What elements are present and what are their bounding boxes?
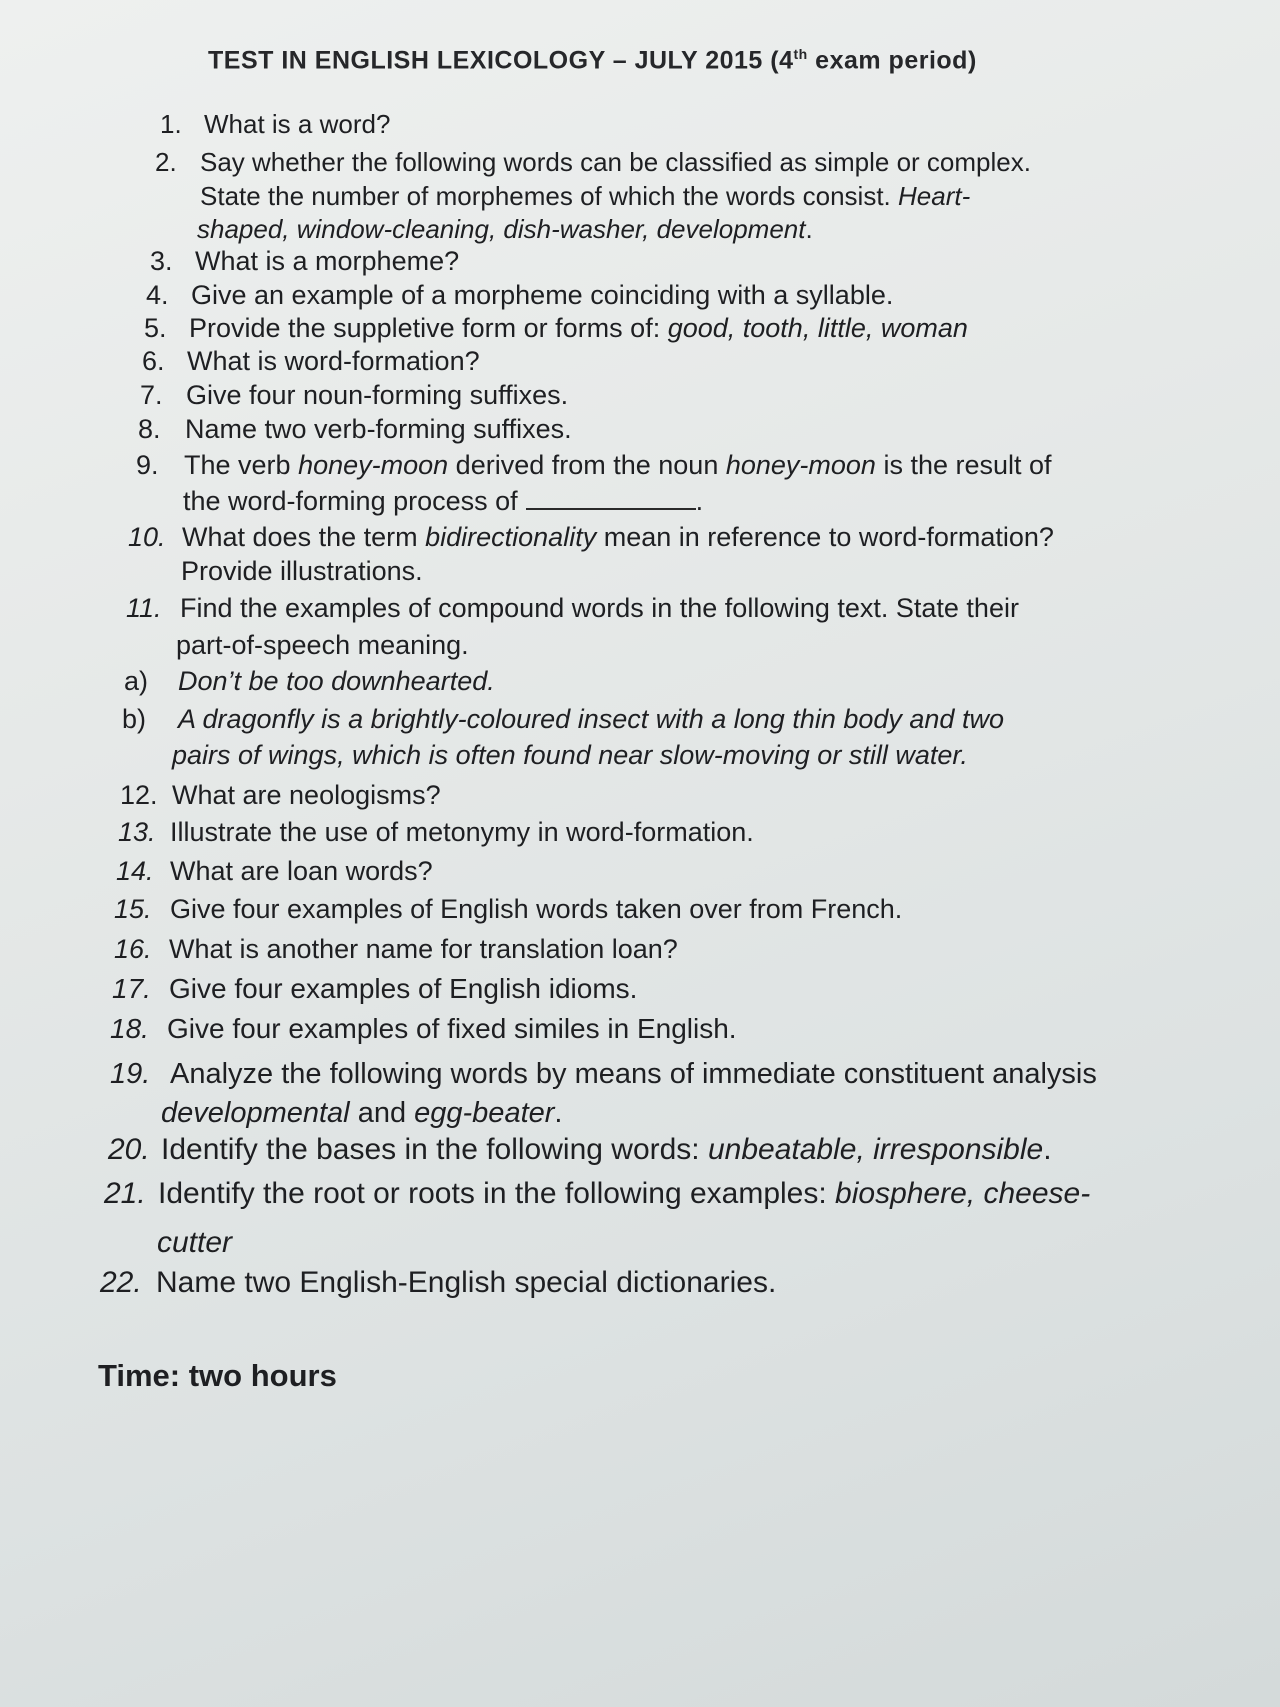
question-number: 16. <box>114 934 152 964</box>
question-text: Provide the suppletive form or forms of: <box>189 313 668 343</box>
question-text: Give four examples of English words taken over from French. <box>170 894 903 924</box>
question-number: 1. <box>160 109 182 139</box>
question-italic-text: honey-moon <box>725 450 876 480</box>
question-number: 14. <box>116 856 154 886</box>
question-number: 11. <box>126 593 162 623</box>
question-punctuation: . <box>1043 1133 1052 1166</box>
question-text: Analyze the following words by means of immediate constituent analysis <box>170 1058 1097 1090</box>
question-2-line-3 <box>197 213 813 245</box>
question-10 <box>128 521 1054 553</box>
question-italic-text: biosphere, cheese- <box>835 1177 1091 1210</box>
question-italic-text: cutter <box>157 1226 233 1259</box>
question-text: What is word-formation? <box>187 346 480 376</box>
question-punctuation: . <box>695 486 704 516</box>
question-12 <box>120 779 441 811</box>
question-text: What are loan words? <box>170 856 433 886</box>
question-text: Give four examples of English idioms. <box>169 973 638 1004</box>
question-7 <box>140 379 568 411</box>
question-number: 9. <box>136 450 159 480</box>
question-17 <box>112 973 637 1005</box>
question-text: State the number of morphemes of which the words consist. <box>200 181 899 211</box>
question-italic-text: unbeatable, irresponsible <box>707 1133 1044 1166</box>
question-italic-text: honey-moon <box>298 450 449 480</box>
question-4 <box>146 279 893 311</box>
question-number: 4. <box>146 280 169 310</box>
question-18 <box>110 1013 737 1045</box>
question-text: Say whether the following words can be classified as simple or complex. <box>200 147 1031 177</box>
question-italic-text: developmental <box>161 1097 350 1129</box>
question-text: What is a morpheme? <box>195 246 460 276</box>
question-9-line-2 <box>183 485 703 517</box>
question-11-item-b <box>122 703 1004 735</box>
question-punctuation: . <box>805 214 813 244</box>
question-number: 12. <box>120 780 158 810</box>
question-text: Give an example of a morpheme coinciding with a syllable. <box>191 280 894 310</box>
answer-blank <box>526 486 696 510</box>
question-number: 18. <box>110 1013 149 1044</box>
question-21 <box>104 1178 1090 1210</box>
question-italic-text: shaped, window-cleaning, dish-washer, development <box>197 214 806 244</box>
question-italic-text: bidirectionality <box>425 522 597 552</box>
question-text: What is another name for translation loan? <box>169 934 678 964</box>
time-limit: Time: two hours <box>98 1358 337 1393</box>
question-text: What are neologisms? <box>172 780 441 810</box>
question-11-line-2 <box>176 629 469 661</box>
question-italic-text: pairs of wings, which is often found near slow-moving or still water. <box>172 740 968 770</box>
question-number: 7. <box>140 380 163 410</box>
question-text: What does the term <box>182 522 426 552</box>
question-text: Identify the bases in the following words: <box>161 1133 708 1166</box>
question-text: Give four noun-forming suffixes. <box>186 380 569 410</box>
title-suffix: exam period) <box>807 46 977 75</box>
question-19 <box>110 1058 1097 1090</box>
question-text: is the result of <box>875 450 1052 480</box>
question-14 <box>116 855 433 887</box>
question-text: and <box>349 1097 415 1129</box>
question-13 <box>118 816 754 848</box>
title-superscript: th <box>793 46 808 62</box>
question-text: Name two English-English special dictionaries. <box>156 1266 777 1299</box>
question-number: 19. <box>110 1058 151 1090</box>
item-label: a) <box>124 666 149 696</box>
question-2-line-2 <box>200 180 970 212</box>
question-20 <box>108 1134 1052 1166</box>
question-22 <box>100 1267 776 1299</box>
question-number: 22. <box>100 1266 142 1299</box>
question-8 <box>138 413 572 445</box>
question-number: 2. <box>155 147 177 177</box>
question-italic-text: Heart- <box>898 181 971 211</box>
question-text: The verb <box>184 450 299 480</box>
question-number: 5. <box>144 313 167 343</box>
question-16 <box>114 933 678 965</box>
question-6 <box>142 345 480 377</box>
question-number: 6. <box>142 346 165 376</box>
question-text: derived from the noun <box>448 450 726 480</box>
question-2 <box>155 146 1031 178</box>
question-11-item-b-line-2 <box>172 739 968 771</box>
question-9 <box>136 449 1052 481</box>
question-text: Illustrate the use of metonymy in word-formation. <box>170 817 754 847</box>
page-title <box>208 46 977 75</box>
question-number: 15. <box>114 894 152 924</box>
question-italic-text: egg-beater <box>414 1097 555 1129</box>
question-11 <box>126 592 1019 624</box>
question-1 <box>160 108 390 140</box>
question-text: Identify the root or roots in the following examples: <box>158 1177 836 1210</box>
question-3 <box>150 245 459 277</box>
question-number: 17. <box>112 973 151 1004</box>
question-punctuation: . <box>554 1097 563 1129</box>
title-text: TEST IN ENGLISH LEXICOLOGY – JULY 2015 (4 <box>208 46 794 75</box>
question-text: What is a word? <box>204 109 391 139</box>
question-text: mean in reference to word-formation? <box>596 522 1054 552</box>
question-text: the word-forming process of <box>183 486 518 516</box>
question-number: 13. <box>118 817 156 847</box>
question-19-line-2 <box>161 1097 562 1129</box>
question-text: part-of-speech meaning. <box>176 630 469 660</box>
question-text: Give four examples of fixed similes in English. <box>167 1013 737 1044</box>
question-number: 21. <box>104 1177 146 1210</box>
question-number: 3. <box>150 246 173 276</box>
question-number: 20. <box>108 1133 150 1166</box>
question-5 <box>144 312 968 344</box>
question-italic-text: A dragonfly is a brightly-coloured insect with a long thin body and two <box>178 704 1004 734</box>
question-text: Provide illustrations. <box>181 556 423 586</box>
question-number: 10. <box>128 522 166 552</box>
question-11-item-a <box>124 665 495 697</box>
question-italic-text: good, tooth, little, woman <box>667 313 968 343</box>
question-21-line-2 <box>157 1227 232 1259</box>
question-text: Name two verb-forming suffixes. <box>185 414 572 444</box>
question-15 <box>114 893 902 925</box>
item-label: b) <box>122 704 147 734</box>
question-number: 8. <box>138 414 161 444</box>
question-text: Find the examples of compound words in the following text. State their <box>180 593 1019 623</box>
question-italic-text: Don’t be too downhearted. <box>178 666 495 696</box>
question-10-line-2 <box>181 555 423 587</box>
